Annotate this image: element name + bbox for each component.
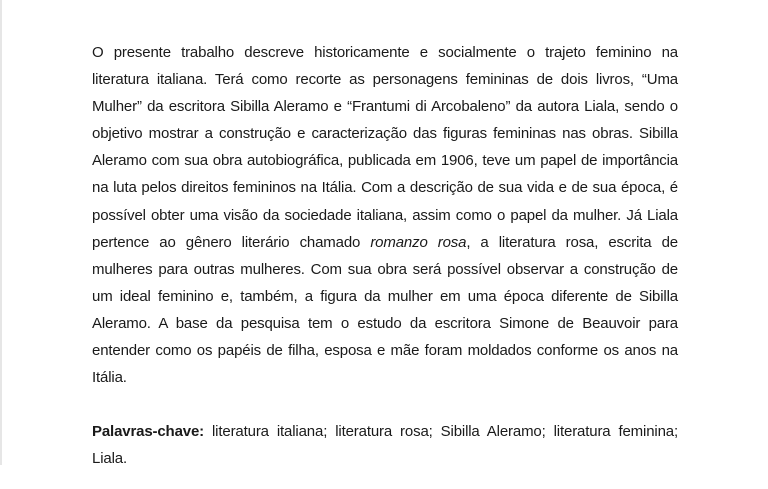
document-body bbox=[92, 39, 678, 472]
keywords-label: Palavras-chave: bbox=[92, 423, 204, 441]
keywords-paragraph bbox=[92, 418, 678, 472]
abstract-text-part2: , a literatura rosa, escrita de mulheres para outras mulheres. Com sua obra será possível observar a construção de um ideal feminino e, também, a figura da mulher em uma época diferente de Sibilla Aleramo. A base da pesquisa tem o estudo da escritora Simone de Beauvoir para entender como os papéis de filha, esposa e mãe foram moldados conforme os anos na Itália. bbox=[92, 233, 678, 387]
abstract-text-part1: O presente trabalho descreve historicamente e socialmente o trajeto feminino na literatura italiana. Terá como recorte as personagens femininas de dois livros, “Uma Mulher” da escritora Sibilla Aleramo e “Frantumi di Arcobaleno” da autora Liala, sendo o objetivo mostrar a construção e caracterização das figuras femininas nas obras. Sibilla Aleramo com sua obra autobiográfica, publicada em 1906, teve um papel de importância na luta pelos direitos femininos na Itália. Com a descrição de sua vida e de sua época, é possível obter uma visão da sociedade italiana, assim como o papel da mulher. Já Liala pertence ao gênero literário chamado bbox=[92, 44, 678, 251]
abstract-paragraph bbox=[92, 39, 678, 391]
page-left-edge bbox=[0, 0, 2, 465]
abstract-italic-term: romanzo rosa bbox=[370, 233, 467, 251]
keywords-list: literatura italiana; literatura rosa; Sibilla Aleramo; literatura feminina; Liala. bbox=[92, 423, 678, 468]
